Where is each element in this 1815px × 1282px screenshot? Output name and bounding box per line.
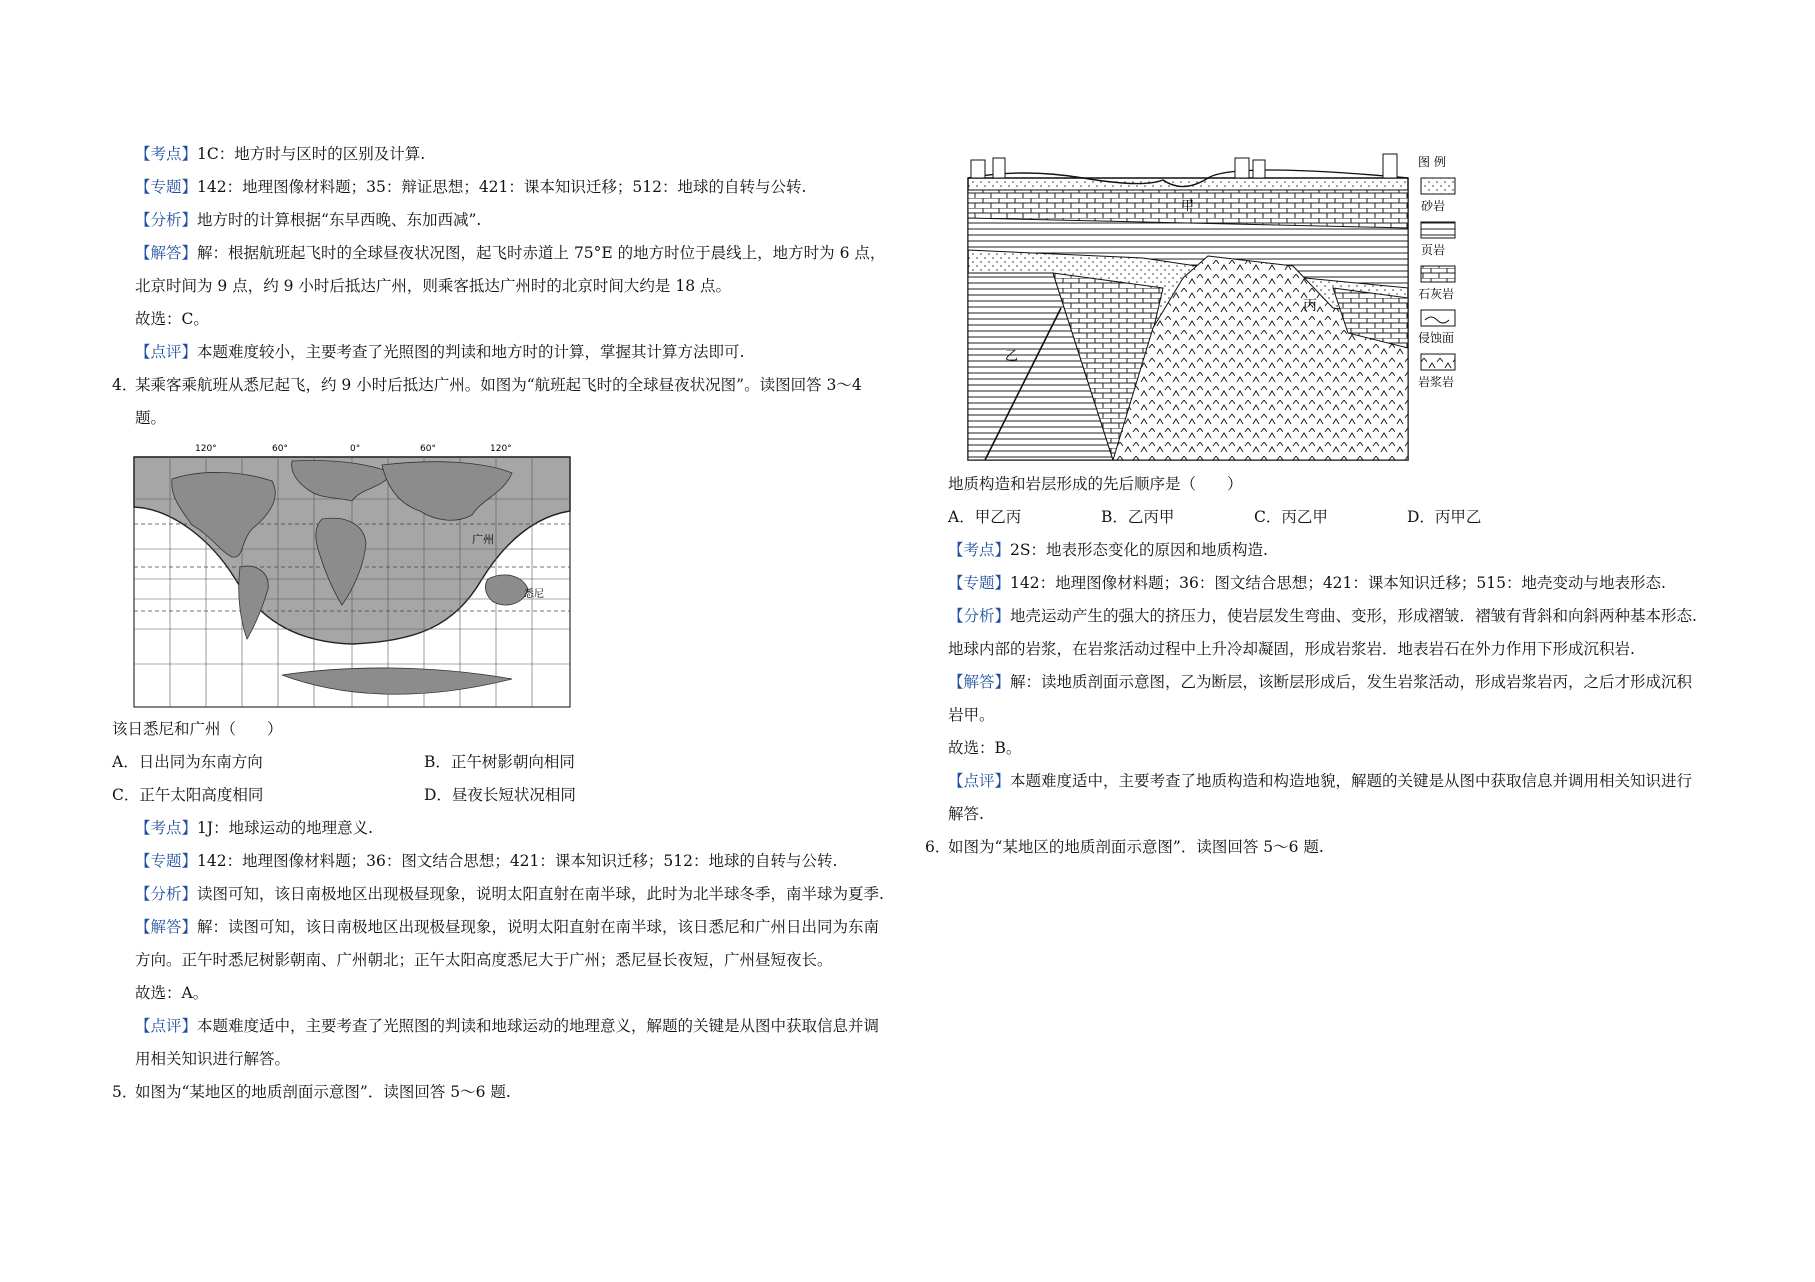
dianping-text: 本题难度适中，主要考查了地质构造和构造地貌，解题的关键是从图中获取信息并调用相关知识进行 [1010, 772, 1693, 790]
legend-swatch-shale [1421, 222, 1455, 238]
left-column [112, 138, 902, 1109]
q4-zhuanti [112, 845, 902, 878]
q4-dianping-2: 用相关知识进行解答。 [135, 1050, 291, 1068]
tag-label: 【点评】 [135, 343, 198, 361]
legend-item: 石灰岩 [1418, 287, 1455, 301]
tag-label: 【解答】 [948, 673, 1011, 691]
option-b[interactable]: B．正午树影朝向相同 [424, 753, 575, 771]
legend-item: 岩浆岩 [1418, 375, 1455, 389]
tag-label: 【考点】 [948, 541, 1011, 559]
option-a[interactable]: A．甲乙丙 [948, 508, 1022, 526]
legend-swatch-sandstone [1421, 178, 1455, 194]
q4-kaodian [112, 812, 902, 845]
q4-jieda-1 [112, 911, 902, 944]
right-column [925, 148, 1718, 864]
question-number: 4． [112, 376, 138, 394]
legend-item: 侵蚀面 [1418, 331, 1455, 345]
place-guangzhou: 广州 [472, 533, 494, 546]
q5-jieda-1 [948, 666, 1718, 699]
tag-label: 【点评】 [948, 772, 1011, 790]
fenxi-text: 地壳运动产生的强大的挤压力，使岩层发生弯曲、变形，形成褶皱．褶皱有背斜和向斜两种基本形态. [1010, 607, 1697, 625]
q3-jieda-2: 北京时间为 9 点，约 9 小时后抵达广州，则乘客抵达广州时的北京时间大约是 18 点。 [135, 277, 732, 295]
place-sydney: 悉尼 [524, 589, 544, 600]
q6-stem [925, 831, 1718, 864]
stem-text: 如图为“某地区的地质剖面示意图”．读图回答 5～6 题. [948, 838, 1324, 856]
q5-jieda-2: 岩甲。 [948, 706, 995, 724]
tag-label: 【解答】 [135, 244, 198, 262]
q4-options-row-1 [112, 746, 902, 779]
legend-swatch-erosion [1421, 310, 1455, 326]
lon-label: 120° [490, 444, 512, 454]
trees-icon [971, 154, 1397, 178]
option-c[interactable]: C．正午太阳高度相同 [112, 786, 264, 804]
q3-jieda-1 [112, 237, 902, 270]
q3-kaodian [112, 138, 902, 171]
legend-item: 砂岩 [1421, 199, 1446, 213]
q3-dianping [112, 336, 902, 369]
lon-label: 60° [272, 444, 288, 454]
jieda-text: 解：读图可知，该日南极地区出现极昼现象，说明太阳直射在南半球，该日悉尼和广州日出同为东南 [197, 918, 880, 936]
legend [1418, 154, 1455, 389]
legend-title: 图 例 [1418, 155, 1446, 169]
kaodian-text: 1C：地方时与区时的区别及计算. [197, 145, 426, 163]
q5-dianping-1 [948, 765, 1718, 798]
option-d[interactable]: D．丙甲乙 [1407, 508, 1482, 526]
q5-guxuan: 故选：B。 [948, 739, 1022, 757]
tag-label: 【专题】 [948, 574, 1011, 592]
stem-text: 如图为“某地区的地质剖面示意图”．读图回答 5～6 题. [135, 1083, 511, 1101]
q4-question: 该日悉尼和广州（ ） [112, 720, 283, 738]
q4-dianping-1 [112, 1010, 902, 1043]
tag-label: 【专题】 [135, 178, 198, 196]
tag-label: 【点评】 [135, 1017, 198, 1035]
tag-label: 【解答】 [135, 918, 198, 936]
tag-label: 【分析】 [135, 885, 198, 903]
q5-zhuanti [948, 567, 1718, 600]
lon-label: 120° [195, 444, 217, 454]
q4-stem-2: 题。 [135, 409, 167, 427]
tag-label: 【分析】 [135, 211, 198, 229]
question-number: 5． [112, 1083, 138, 1101]
label-yi: 乙 [1005, 349, 1019, 364]
zhuanti-text: 142：地理图像材料题；36：图文结合思想；421：课本知识迁移；512：地球的自转与公转. [197, 852, 838, 870]
dianping-text: 本题难度适中，主要考查了光照图的判读和地球运动的地理意义，解题的关键是从图中获取信息并调 [197, 1017, 880, 1035]
q5-dianping-2: 解答. [948, 805, 984, 823]
kaodian-text: 2S：地表形态变化的原因和地质构造. [1010, 541, 1268, 559]
label-jia: 甲 [1181, 199, 1195, 214]
fenxi-text: 读图可知，该日南极地区出现极昼现象，说明太阳直射在南半球，此时为北半球冬季，南半球为夏季. [197, 885, 884, 903]
tag-label: 【专题】 [135, 852, 198, 870]
q3-guxuan: 故选：C。 [135, 310, 209, 328]
zhuanti-text: 142：地理图像材料题；35：辩证思想；421：课本知识迁移；512：地球的自转与公转. [197, 178, 807, 196]
option-a[interactable]: A．日出同为东南方向 [112, 753, 263, 771]
fenxi-text: 地方时的计算根据“东早西晚、东加西减”. [197, 211, 482, 229]
q5-question: 地质构造和岩层形成的先后顺序是（ ） [948, 475, 1243, 493]
stem-text: 某乘客乘航班从悉尼起飞，约 9 小时后抵达广州。如图为“航班起飞时的全球昼夜状况图”。读图回答 3～4 [135, 376, 862, 394]
option-b[interactable]: B．乙丙甲 [1101, 508, 1175, 526]
tag-label: 【考点】 [135, 819, 198, 837]
q3-zhuanti [112, 171, 902, 204]
option-c[interactable]: C．丙乙甲 [1254, 508, 1328, 526]
legend-swatch-magmatic [1421, 354, 1455, 370]
label-bing: 丙 [1303, 298, 1317, 314]
q5-fenxi-2: 地球内部的岩浆，在岩浆活动过程中上升冷却凝固，形成岩浆岩．地表岩石在外力作用下形成沉积岩. [948, 640, 1635, 658]
q4-fenxi [112, 878, 902, 911]
q4-guxuan: 故选：A。 [135, 984, 209, 1002]
lon-label: 60° [420, 444, 436, 454]
lon-label: 0° [350, 444, 361, 454]
q5-fenxi-1 [948, 600, 1718, 633]
tag-label: 【考点】 [135, 145, 198, 163]
q4-jieda-2: 方向。正午时悉尼树影朝南、广州朝北；正午太阳高度悉尼大于广州；悉尼昼长夜短，广州昼短夜长。 [135, 951, 833, 969]
q5-kaodian [948, 534, 1718, 567]
q4-stem-1 [112, 369, 902, 402]
geologic-section-svg [963, 148, 1503, 466]
q3-fenxi [112, 204, 902, 237]
day-night-map-svg [132, 439, 572, 709]
dianping-text: 本题难度较小，主要考查了光照图的判读和地方时的计算，掌握其计算方法即可. [197, 343, 745, 361]
legend-item: 页岩 [1421, 243, 1446, 257]
zhuanti-text: 142：地理图像材料题；36：图文结合思想；421：课本知识迁移；515：地壳变动与地表形态. [1010, 574, 1666, 592]
jieda-text: 解：根据航班起飞时的全球昼夜状况图，起飞时赤道上 75°E 的地方时位于晨线上，地方时为 6 点， [197, 244, 886, 262]
q4-options-row-2 [112, 779, 902, 812]
geologic-section-figure [963, 148, 1503, 466]
jieda-text: 解：读地质剖面示意图，乙为断层，该断层形成后，发生岩浆活动，形成岩浆岩丙，之后才形成沉积 [1010, 673, 1693, 691]
legend-swatch-limestone [1421, 266, 1455, 282]
tag-label: 【分析】 [948, 607, 1011, 625]
option-d[interactable]: D．昼夜长短状况相同 [424, 786, 576, 804]
q5-stem [112, 1076, 902, 1109]
q5-options-row [948, 501, 1718, 534]
question-number: 6． [925, 838, 951, 856]
day-night-map [132, 439, 572, 709]
kaodian-text: 1J：地球运动的地理意义. [197, 819, 374, 837]
